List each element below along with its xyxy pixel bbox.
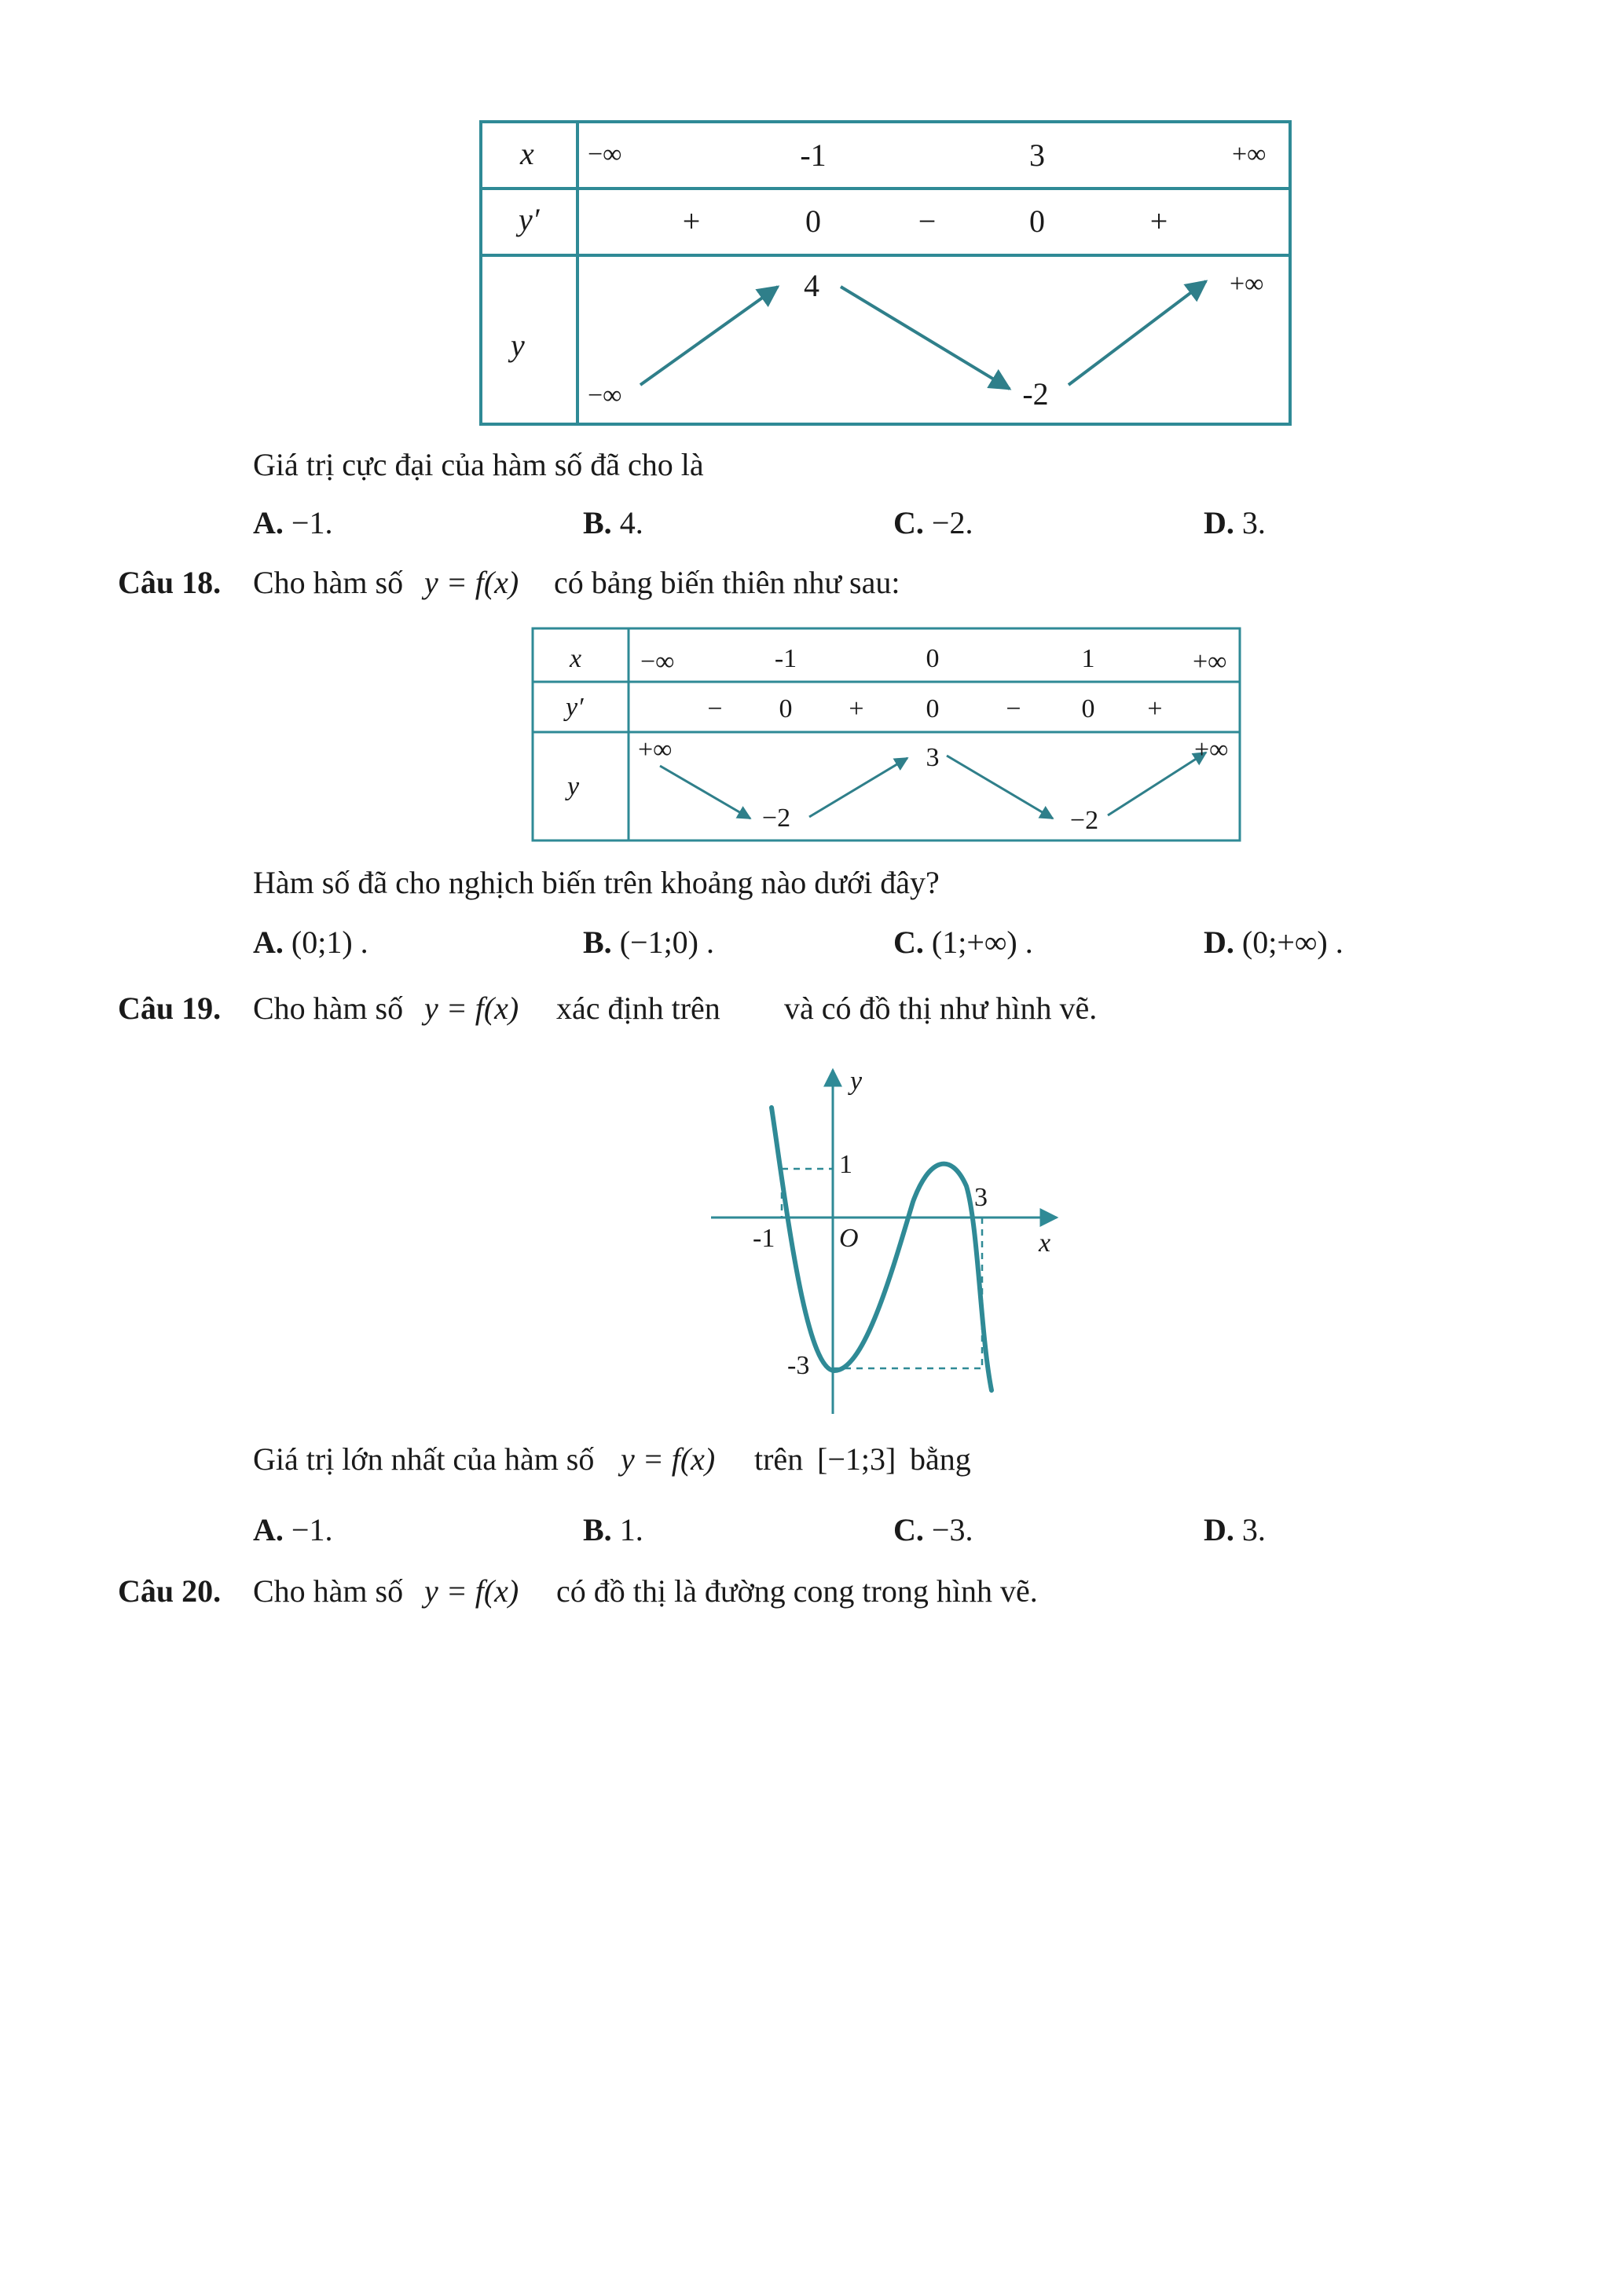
q20-number: Câu 20. [118,1573,222,1609]
q19-curve [772,1108,992,1390]
q17-option-d[interactable]: D. 3. [1204,505,1266,540]
q18-stem-before: Cho hàm số [253,565,404,600]
q17-yp-2: − [918,203,937,239]
q19-prompt-interval: [−1;3] [817,1441,896,1477]
q19-prompt-after: bằng [910,1441,971,1477]
q17-option-c[interactable]: C. −2. [893,505,973,540]
q18-stem-math: y = f(x) [424,565,519,600]
q20-stem-math: y = f(x) [424,1573,519,1609]
q18-x-1: -1 [774,644,797,673]
q18-yp-3: 0 [926,694,940,723]
q19-label-y-axis: y [850,1067,863,1096]
q18-x-3: 1 [1081,644,1095,673]
q19-option-d[interactable]: D. 3. [1204,1512,1266,1547]
q17-yp-4: + [1149,203,1168,239]
q17-label-yprime: y′ [519,202,540,237]
q17-prompt: Giá trị cực đại của hàm số đã cho là [253,447,704,482]
q19-label-x-axis: x [1039,1229,1051,1258]
q18-yp-6: + [1147,694,1163,723]
q17-y-2: -2 [1022,376,1049,412]
q17-option-a[interactable]: A. −1. [253,505,333,540]
q18-x-2: 0 [926,644,940,673]
q18-stem-after: có bảng biến thiên như sau: [554,565,900,600]
q17-x-2: 3 [1029,137,1045,173]
q19-stem-middle: xác định trên [556,991,720,1026]
q18-option-c[interactable]: C. (1;+∞) . [893,925,1033,960]
q18-label-yprime: y′ [566,693,584,722]
q17-yp-3: 0 [1029,203,1045,239]
q18-option-b[interactable]: B. (−1;0) . [583,925,714,960]
q18-y-1: −2 [761,804,791,833]
q18-x-0: −∞ [640,647,675,676]
q17-y-0: −∞ [588,381,622,410]
q19-prompt-math: y = f(x) [621,1441,716,1477]
q17-yp-0: + [682,203,701,239]
q18-option-a[interactable]: A. (0;1) . [253,925,368,960]
q18-prompt: Hàm số đã cho nghịch biến trên khoảng nào dưới đây? [253,865,940,900]
q20-stem-before: Cho hàm số [253,1573,404,1609]
q17-x-0: −∞ [588,140,622,169]
q17-x-3: +∞ [1232,140,1267,169]
q17-label-y: y [511,328,525,363]
q18-label-x: x [570,644,582,673]
q19-label-yneg3: -3 [787,1351,810,1380]
q17-x-1: -1 [800,137,827,173]
q17-y-3: +∞ [1230,269,1264,298]
q19-label-origin: O [839,1224,859,1253]
q19-label-xneg1: -1 [753,1224,775,1253]
q18-label-y: y [567,772,580,801]
q18-y-3: −2 [1069,806,1099,835]
q19-stem-math: y = f(x) [424,991,519,1026]
q19-label-x3: 3 [974,1183,988,1212]
q18-yp-2: + [849,694,864,723]
q19-option-b[interactable]: B. 1. [583,1512,643,1547]
q18-x-4: +∞ [1193,647,1227,676]
q18-y-0: +∞ [638,735,673,764]
q17-yp-1: 0 [805,203,821,239]
q19-prompt-middle: trên [754,1441,804,1477]
q19-option-a[interactable]: A. −1. [253,1512,333,1547]
q18-option-d[interactable]: D. (0;+∞) . [1204,925,1344,960]
q17-y-1: 4 [804,268,819,303]
q18-yp-1: 0 [779,694,793,723]
q20-stem-after: có đồ thị là đường cong trong hình vẽ. [556,1573,1038,1609]
q19-stem-before: Cho hàm số [253,991,404,1026]
q17-label-x: x [520,136,534,171]
q18-number: Câu 18. [118,565,222,600]
q18-yp-4: − [1006,694,1021,723]
q19-prompt-before: Giá trị lớn nhất của hàm số [253,1441,595,1477]
q19-stem-after: và có đồ thị như hình vẽ. [784,991,1098,1026]
q19-label-y1: 1 [839,1150,852,1179]
q18-y-2: 3 [926,743,940,772]
q17-option-b[interactable]: B. 4. [583,505,643,540]
q18-y-4: +∞ [1194,735,1229,764]
q19-option-c[interactable]: C. −3. [893,1512,973,1547]
q18-yp-5: 0 [1081,694,1095,723]
q18-yp-0: − [707,694,723,723]
q19-number: Câu 19. [118,991,222,1026]
